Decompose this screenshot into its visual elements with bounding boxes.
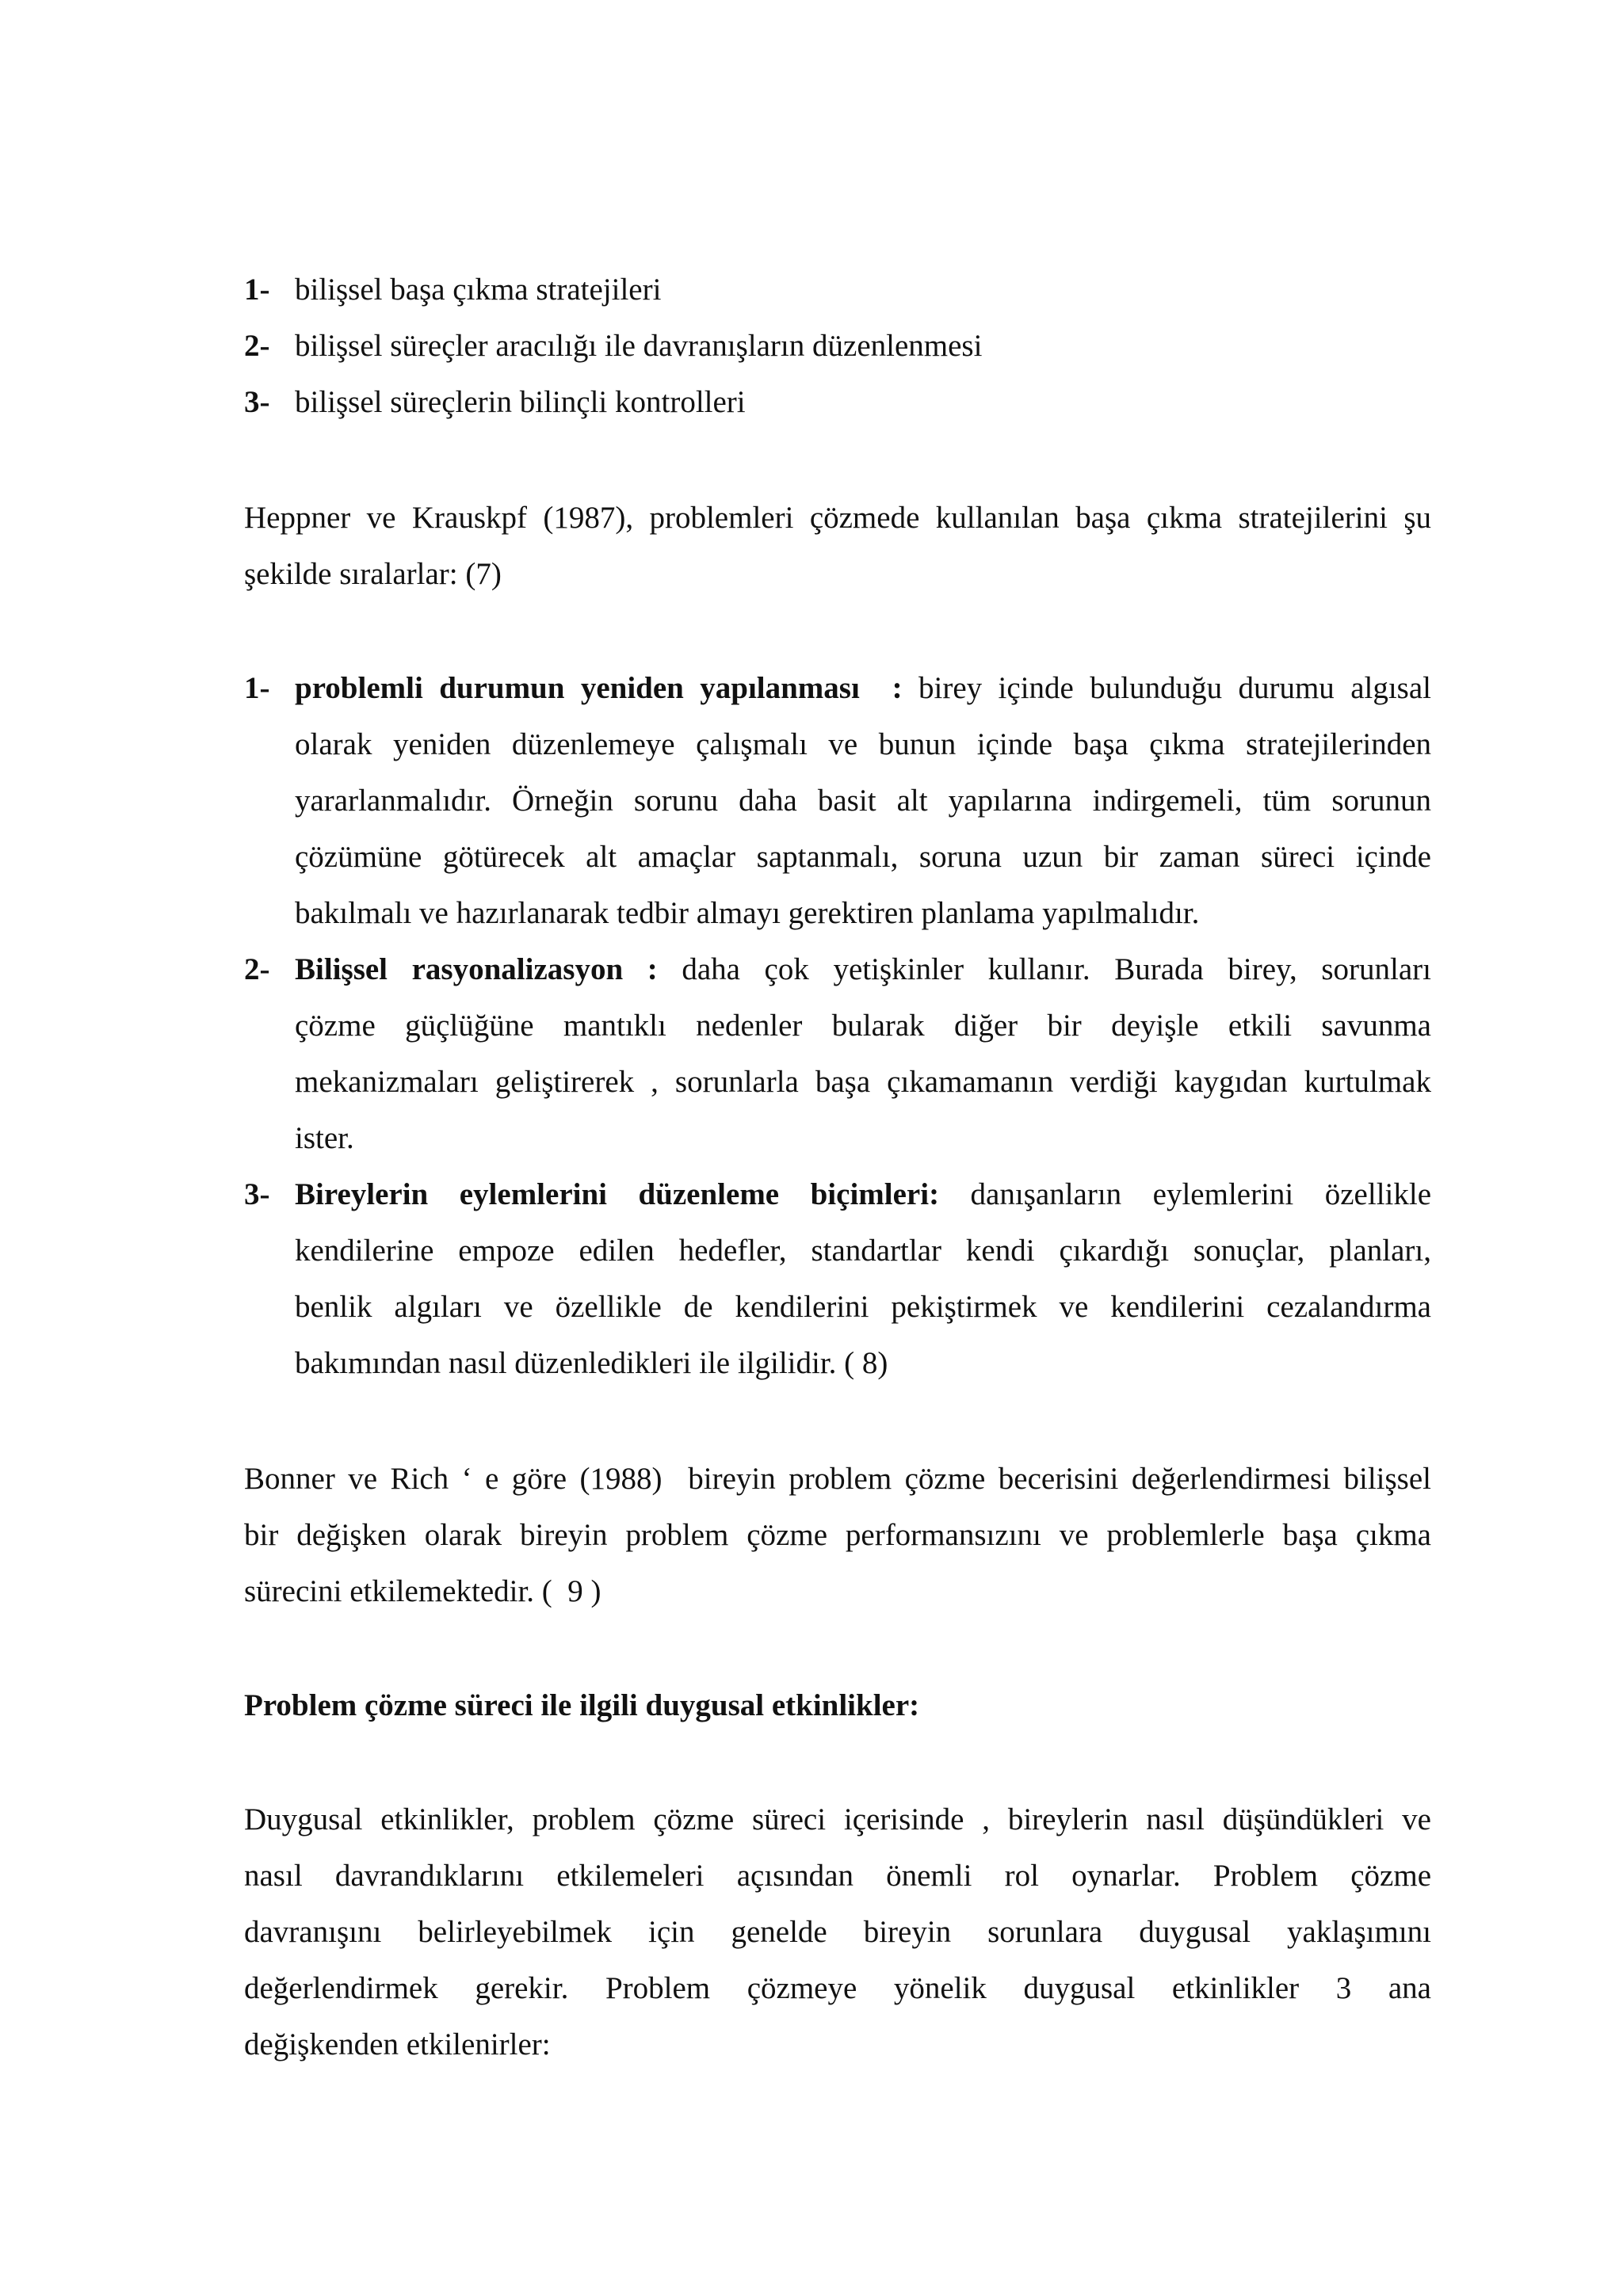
list2-item-line: olarak yeniden düzenlemeye çalışmalı ve bunun içinde başa çıkma stratejilerinden [295,727,1431,761]
list2-item-line: bakılmalı ve hazırlanarak tedbir almayı gerektiren planlama yapılmalıdır. [295,896,1200,930]
list1-item: bilişsel süreçler aracılığı ile davranışların düzenlenmesi [295,329,983,363]
paragraph-line: değerlendirmek gerekir. Problem çözmeye yönelik duygusal etkinlikler 3 ana [244,1971,1431,2005]
list2-item-title: problemli durumun yeniden yapılanması : [295,671,903,705]
list2-item-text: birey içinde bulunduğu durumu algısal [902,671,1431,705]
list2-item-line: kendilerine empoze edilen hedefler, standartlar kendi çıkardığı sonuçlar, planları, [295,1234,1431,1268]
paragraph-line: Duygusal etkinlikler, problem çözme süreci içerisinde , bireylerin nasıl düşündükleri ve [244,1802,1431,1836]
paragraph-line: sürecini etkilemektedir. ( 9 ) [244,1574,601,1608]
paragraph-line: Bonner ve Rich ‘ e göre (1988) bireyin problem çözme becerisini değerlendirmesi bilişsel [244,1462,1431,1496]
section-heading: Problem çözme süreci ile ilgili duygusal etkinlikler: [244,1688,920,1722]
list2-item-title: Bilişsel rasyonalizasyon : [295,952,658,986]
list2-item-text: danışanların eylemlerini özellikle [939,1177,1432,1211]
list1-item: bilişsel başa çıkma stratejileri [295,273,662,307]
list2-item-title: Bireylerin eylemlerini düzenleme biçimleri: [295,1177,940,1211]
list2-number: 3- [244,1177,270,1211]
list2-item-line: çözümüne götürecek alt amaçlar saptanmalı, soruna uzun bir zaman süreci içinde [295,840,1431,874]
paragraph-line: Heppner ve Krauskpf (1987), problemleri çözmede kullanılan başa çıkma stratejilerini şu [244,501,1431,535]
list2-number: 2- [244,952,270,986]
paragraph-line: şekilde sıralarlar: (7) [244,557,502,591]
list2-item-line: benlik algıları ve özellikle de kendilerini pekiştirmek ve kendilerini cezalandırma [295,1290,1431,1324]
paragraph-line: nasıl davrandıklarını etkilemeleri açısından önemli rol oynarlar. Problem çözme [244,1859,1431,1893]
list2-item-first-line [295,1176,1431,1214]
list1-number: 3- [244,385,270,419]
list2-item-text: daha çok yetişkinler kullanır. Burada birey, sorunları [657,952,1431,986]
paragraph-line: davranışını belirleyebilmek için genelde bireyin sorunlara duygusal yaklaşımını [244,1915,1431,1949]
list2-item-line: yararlanmalıdır. Örneğin sorunu daha basit alt yapılarına indirgemeli, tüm sorunun [295,784,1431,818]
list2-item-first-line [295,669,1431,707]
paragraph-line: bir değişken olarak bireyin problem çözme performansızını ve problemlerle başa çıkma [244,1518,1431,1552]
list1-number: 2- [244,329,270,363]
list2-item-line: bakımından nasıl düzenledikleri ile ilgilidir. ( 8) [295,1346,888,1380]
list2-number: 1- [244,671,270,705]
list1-item: bilişsel süreçlerin bilinçli kontrolleri [295,385,746,419]
paragraph-line: değişkenden etkilenirler: [244,2027,551,2061]
list2-item-line: çözme güçlüğüne mantıklı nedenler bularak diğer bir deyişle etkili savunma [295,1009,1431,1043]
list1-number: 1- [244,273,270,307]
list2-item-line: ister. [295,1121,354,1155]
list2-item-line: mekanizmaları geliştirerek , sorunlarla başa çıkamamanın verdiği kaygıdan kurtulmak [295,1065,1431,1099]
list2-item-first-line [295,951,1431,989]
